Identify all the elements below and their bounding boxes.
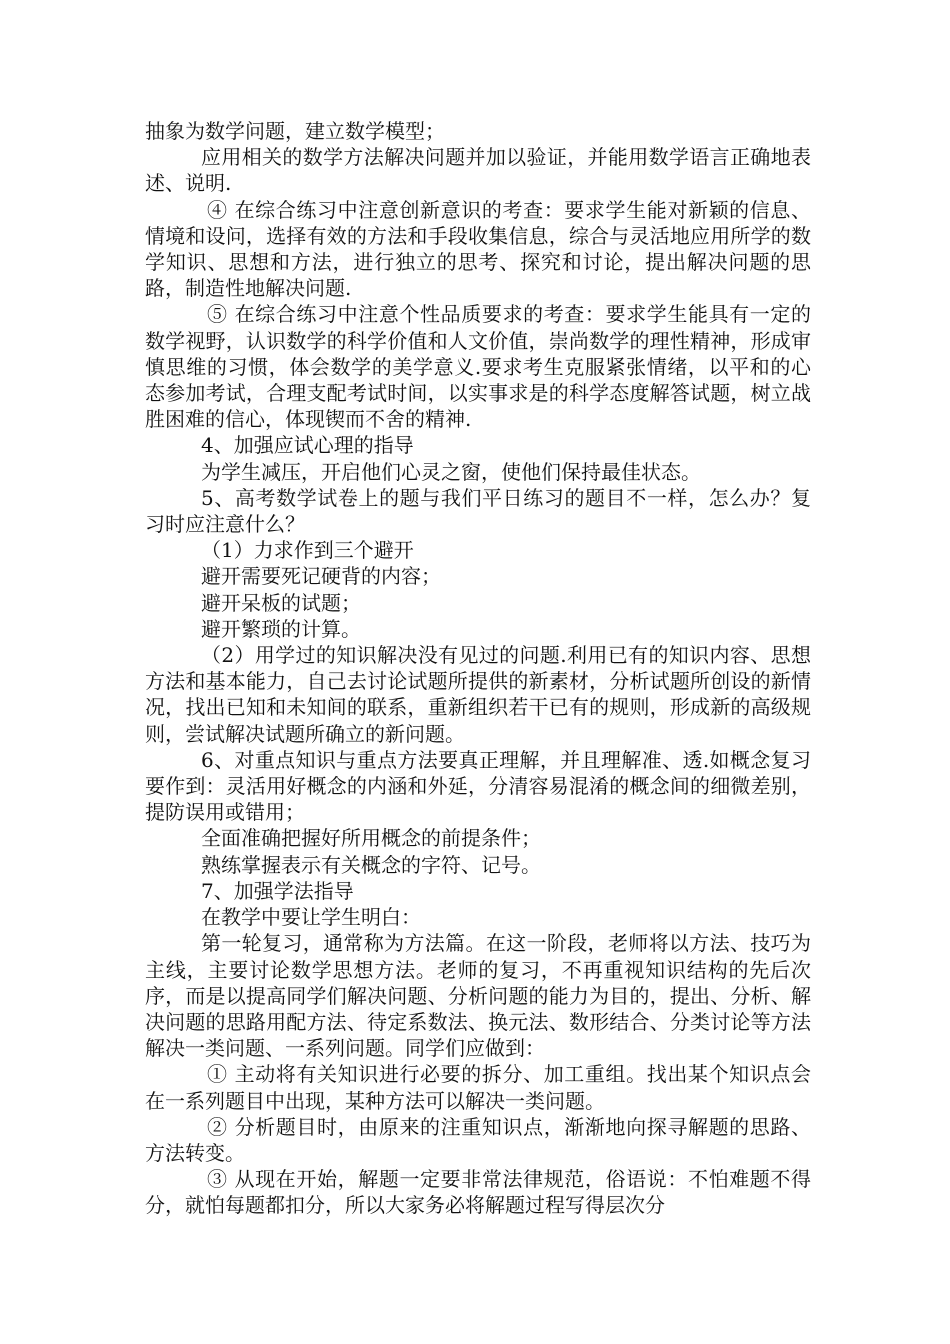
list-item: ③ 从现在开始，解题一定要非常法律规范，俗语说：不怕难题不得分，就怕每题都扣分，所以大家务必将解题过程写得层次分 — [145, 1167, 811, 1218]
sub-heading: （1）力求作到三个避开 — [201, 538, 414, 563]
paragraph: ⑤ 在综合练习中注意个性品质要求的考查：要求学生能具有一定的数学视野，认识数学的科学价值和人文价值，崇尚数学的理性精神，形成审慎思维的习惯，体会数学的美学意义.要求考生克服紧张情绪，以平和的心态参加考试，合理支配考试时间，以实事求是的科学态度解答试题，树立战胜困难的信心，体现锲而不舍的精神. — [145, 302, 811, 432]
section-heading: 4、加强应试心理的指导 — [201, 433, 414, 458]
paragraph: 为学生减压，开启他们心灵之窗，使他们保持最佳状态。 — [201, 459, 701, 484]
list-item: 全面准确把握好所用概念的前提条件； — [201, 826, 541, 851]
paragraph: 应用相关的数学方法解决问题并加以验证，并能用数学语言正确地表述、说明. — [145, 145, 811, 196]
list-item: 熟练掌握表示有关概念的字符、记号。 — [201, 852, 541, 877]
section-heading: 6、对重点知识与重点方法要真正理解，并且理解准、透.如概念复习要作到：灵活用好概念的内涵和外延，分清容易混淆的概念间的细微差别，提防误用或错用； — [145, 747, 811, 825]
list-item: ② 分析题目时，由原来的注重知识点，渐渐地向探寻解题的思路、方法转变。 — [145, 1114, 811, 1165]
paragraph: 抽象为数学问题，建立数学模型； — [145, 119, 445, 143]
paragraph: （2）用学过的知识解决没有见过的问题.利用已有的知识内容、思想方法和基本能力，自己去讨论试题所提供的新素材，分析试题所创设的新情况，找出已知和未知间的联系，重新组织若干已有的规则，形成新的高级规则，尝试解决试题所确立的新问题。 — [145, 643, 811, 746]
paragraph: 在教学中要让学生明白： — [201, 905, 421, 930]
list-item: 避开繁琐的计算。 — [201, 616, 361, 641]
section-heading: 5、高考数学试卷上的题与我们平日练习的题目不一样，怎么办？复习时应注意什么？ — [145, 485, 811, 537]
paragraph: ④ 在综合练习中注意创新意识的考查：要求学生能对新颖的信息、情境和设问，选择有效的方法和手段收集信息，综合与灵活地应用所学的数学知识、思想和方法，进行独立的思考、探究和讨论，提出解决问题的思路，制造性地解决问题. — [145, 197, 811, 301]
document-page — [145, 118, 811, 1219]
list-item: 避开呆板的试题； — [201, 590, 361, 615]
paragraph: 第一轮复习，通常称为方法篇。在这一阶段，老师将以方法、技巧为主线，主要讨论数学思想方法。老师的复习，不再重视知识结构的先后次序，而是以提高同学们解决问题、分析问题的能力为目的，提出、分析、解决问题的思路用配方法、待定系数法、换元法、数形结合、分类讨论等方法解决一类问题、一系列问题。同学们应做到： — [145, 931, 811, 1061]
list-item: ① 主动将有关知识进行必要的拆分、加工重组。找出某个知识点会在一系列题目中出现，某种方法可以解决一类问题。 — [145, 1062, 811, 1113]
section-heading: 7、加强学法指导 — [201, 878, 354, 903]
list-item: 避开需要死记硬背的内容； — [201, 564, 441, 589]
